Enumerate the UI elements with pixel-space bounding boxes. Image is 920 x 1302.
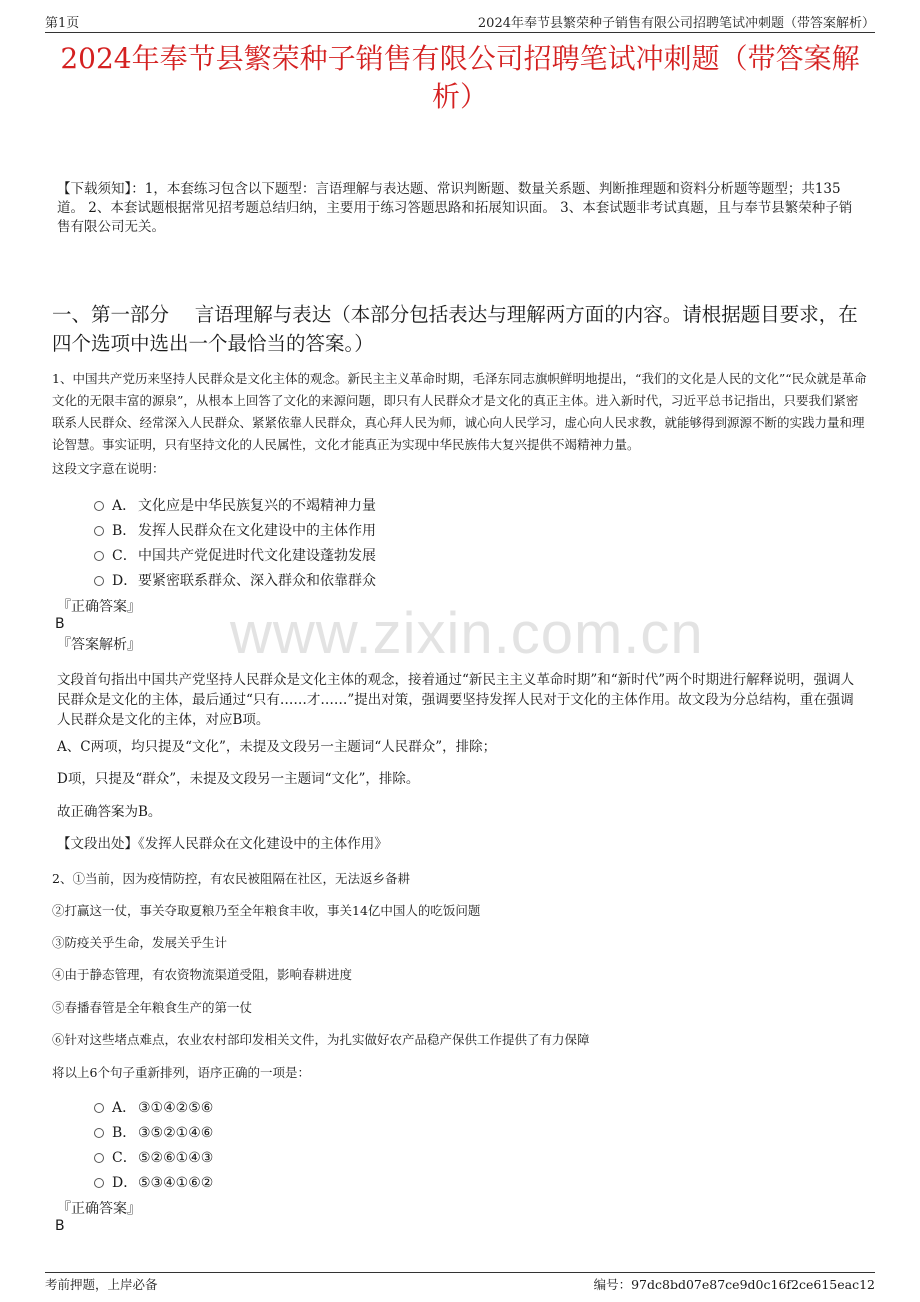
q2-sentence-6: ⑥针对这些堵点难点，农业农村部印发相关文件，为扎实做好农产品稳产保供工作提供了有力保障 <box>52 1032 590 1047</box>
q2-sentence-5: ⑤春播春管是全年粮食生产的第一仗 <box>52 1000 253 1015</box>
q2-answer: B <box>55 1218 65 1234</box>
q2-option-b[interactable]: B． ③⑤②①④⑥ <box>94 1123 213 1143</box>
q1-option-c[interactable]: C．中国共产党促进时代文化建设蓬勃发展 <box>94 546 376 566</box>
q1-analysis-ac: A、C两项，均只提及“文化”，未提及文段另一主题词“人民群众”，排除； <box>57 739 497 755</box>
footer-code: 编号：97dc8bd07e87ce9d0c16f2ce615eac12 <box>593 1277 875 1292</box>
radio-icon[interactable] <box>94 1153 104 1163</box>
document-title: 2024年奉节县繁荣种子销售有限公司招聘笔试冲刺题（带答案解析） <box>60 42 860 113</box>
q1-question: 这段文字意在说明： <box>52 461 165 476</box>
q1-option-d[interactable]: D．要紧密联系群众、深入群众和依靠群众 <box>94 571 376 591</box>
q2-option-c[interactable]: C．⑤②⑥①④③ <box>94 1148 213 1168</box>
q1-option-b[interactable]: B． 发挥人民群众在文化建设中的主体作用 <box>94 521 376 541</box>
q2-question: 将以上6个句子重新排列，语序正确的一项是： <box>52 1065 310 1080</box>
q2-sentence-2: ②打赢这一仗，事关夺取夏粮乃至全年粮食丰收，事关14亿中国人的吃饭问题 <box>52 903 481 918</box>
download-notice: 【下载须知】：1，本套练习包含以下题型：言语理解与表达题、常识判断题、数量关系题、判断推理题和资料分析题等题型；共135道。 2、本套试题根据常见招考题总结归纳，主要用于练习答题思路和拓展知识面。 3、本套试题非考试真题，且与奉节县繁荣种子销售有限公司无关。 <box>57 181 853 235</box>
q2-sentence-1: 2、①当前，因为疫情防控，有农民被阻隔在社区，无法返乡备耕 <box>52 871 410 886</box>
radio-icon[interactable] <box>94 526 104 536</box>
q1-source: 【文段出处】《发挥人民群众在文化建设中的主体作用》 <box>57 836 388 852</box>
footer-slogan: 考前押题，上岸必备 <box>45 1277 158 1292</box>
radio-icon[interactable] <box>94 501 104 511</box>
page-footer <box>45 1272 875 1293</box>
q1-option-a[interactable]: A． 文化应是中华民族复兴的不竭精神力量 <box>94 496 376 516</box>
radio-icon[interactable] <box>94 576 104 586</box>
q1-analysis-conclusion: 故正确答案为B。 <box>57 804 162 820</box>
q2-option-d[interactable]: D．⑤③④①⑥② <box>94 1173 213 1193</box>
radio-icon[interactable] <box>94 1178 104 1188</box>
q1-analysis-main: 文段首句指出中国共产党坚持人民群众是文化主体的观念，接着通过“新民主主义革命时期”和“新时代”两个时期进行解释说明，强调人民群众是文化的主体，最后通过“只有……才……”提出对策，强调要坚持发挥人民对于文化的主体作用。故文段为分总结构，重在强调人民群众是文化的主体，对应B项。 <box>57 672 855 728</box>
q1-analysis-d: D项，只提及“群众”，未提及文段另一主题词“文化”，排除。 <box>57 771 420 787</box>
q2-sentence-3: ③防疫关乎生命，发展关乎生计 <box>52 935 228 950</box>
page-number: 第1页 <box>45 16 80 31</box>
header-doc-title: 2024年奉节县繁荣种子销售有限公司招聘笔试冲刺题（带答案解析） <box>477 16 875 31</box>
q1-answer: B <box>55 616 65 632</box>
q1-analysis-label: 『答案解析』 <box>57 637 141 653</box>
q1-answer-label: 『正确答案』 <box>57 599 141 615</box>
watermark: www.zixin.com.cn <box>230 601 704 666</box>
q2-option-a[interactable]: A． ③①④②⑤⑥ <box>94 1098 213 1118</box>
radio-icon[interactable] <box>94 1128 104 1138</box>
section-heading: 一、第一部分 言语理解与表达（本部分包括表达与理解两方面的内容。请根据题目要求，在四个选项中选出一个最恰当的答案。） <box>52 303 858 355</box>
page-header <box>45 12 875 33</box>
radio-icon[interactable] <box>94 551 104 561</box>
q1-stem: 1、中国共产党历来坚持人民群众是文化主体的观念。新民主主义革命时期，毛泽东同志旗帜鲜明地提出，“我们的文化是人民的文化”“民众就是革命文化的无限丰富的源泉”，从根本上回答了文化的来源问题，即只有人民群众才是文化的真正主体。进入新时代，习近平总书记指出，只要我们紧密联系人民群众、经常深入人民群众、紧紧依靠人民群众，真心拜人民为师，诚心向人民学习，虚心向人民求教，就能够得到源源不断的实践力量和理论智慧。事实证明，只有坚持文化的人民属性，文化才能真正为实现中华民族伟大复兴提供不竭精神力量。 <box>52 371 867 452</box>
q2-sentence-4: ④由于静态管理，有农资物流渠道受阻，影响春耕进度 <box>52 967 353 982</box>
q2-answer-label: 『正确答案』 <box>57 1201 141 1217</box>
radio-icon[interactable] <box>94 1103 104 1113</box>
